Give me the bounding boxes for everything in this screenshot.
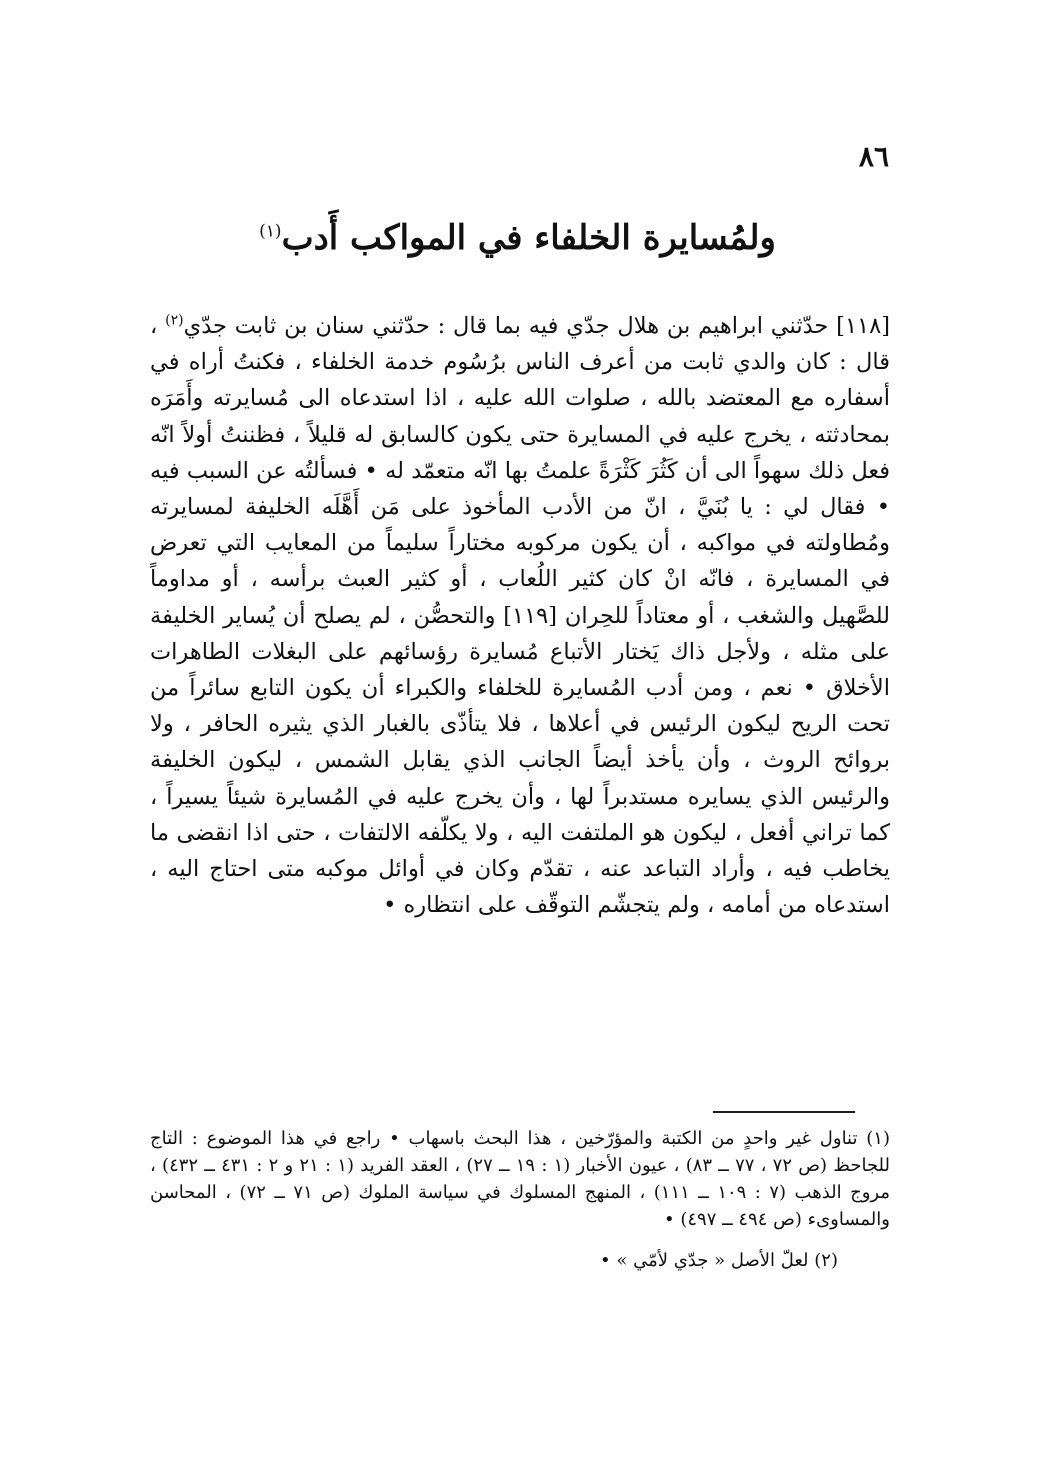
footnotes-section: [150, 1125, 890, 1274]
chapter-title: [150, 218, 885, 259]
paragraph-opening: [١١٨] حدّثني ابراهيم بن هلال جدّي فيه بما قال : حدّثني سنان بن ثابت جدّي: [183, 313, 890, 339]
main-paragraph: [150, 308, 890, 923]
footnote-divider: [713, 1111, 855, 1113]
page-number: ٨٦: [858, 140, 889, 173]
footnote-1: (١) تناول غير واحدٍ من الكتبة والمؤرّخين ، هذا البحث باسهاب • راجع في هذا الموضوع : التاج للجاحظ (ص ٧٢ ، ٧٧ ــ ٨٣) ، عيون الأخبار (١ : ١٩ ــ ٢٧) ، العقد الفريد (١ : ٢١ و ٢ : ٤٣١ ــ ٤٣٢) ، مروج الذهب (٧ : ١٠٩ ــ ١١١) ، المنهج المسلوك في سياسة الملوك (ص ٧١ ــ ٧٢) ، المحاسن والمساوىء (ص ٤٩٤ ــ ٤٩٧) •: [150, 1128, 891, 1230]
chapter-title-text: ولمُسايرة الخلفاء في المواكب أَدب: [281, 218, 776, 258]
chapter-title-note-marker: (١): [259, 221, 282, 242]
footnote-marker: (٢): [165, 312, 184, 329]
paragraph-continuation: ، قال : كان والدي ثابت من أعرف الناس برُسُوم خدمة الخلفاء ، فكنتُ أراه في أسفاره مع المعتضد بالله ، صلوات الله عليه ، اذا استدعاه الى مُسايرته وأَمَرَه بمحادثته ، يخرج عليه في المسايرة حتى يكون كالسابق له قليلاً ، فظننتُ أولاً انّه فعل ذلك سهواً الى أن كَثُرَ كَثْرَةً علمتُ بها انّه متعمّد له • فسألتُه عن السبب فيه • فقال لي : يا بُنَيَّ ، انّ من الأدب المأخوذ على مَن أَهَّلَه الخليفة لمسايرته ومُطاولته في مواكبه ، أن يكون مركوبه مختاراً سليماً من المعايب التي تعرض في المسايرة ، فانّه انْ كان كثير اللُعاب ، أو كثير العبث برأسه ، أو مداوماً للصَّهيل والشغب ، أو معتاداً للحِران [١١٩] والتحصُّن ، لم يصلح أن يُساير الخليفة على مثله ، ولأجل ذاك يَختار الأتباع مُسايرة رؤسائهم على البغلات الطاهرات الأخلاق • نعم ، ومن أدب المُسايرة للخلفاء والكبراء أن يكون التابع سائراً من تحت الريح ليكون الرئيس في أعلاها ، فلا يتأذّى بالغبار الذي يثيره الحافر ، ولا بروائح الروث ، وأن يأخذ أيضاً الجانب الذي يقابل الشمس ، ليكون الخليفة والرئيس الذي يسايره مستدبراً لها ، وأن يخرج عليه في المُسايرة شيئاً يسيراً ، كما تراني أفعل ، ليكون هو الملتفت اليه ، ولا يكلّفه الالتفات ، حتى اذا انقضى ما يخاطب فيه ، وأراد التباعد عنه ، تقدّم وكان في أوائل موكبه متى احتاج اليه ، استدعاه من أمامه ، ولم يتجشّم التوقّف على انتظاره •: [150, 313, 891, 919]
footnote-2: (٢) لعلّ الأصل « جدّي لأمّي » •: [600, 1250, 838, 1271]
